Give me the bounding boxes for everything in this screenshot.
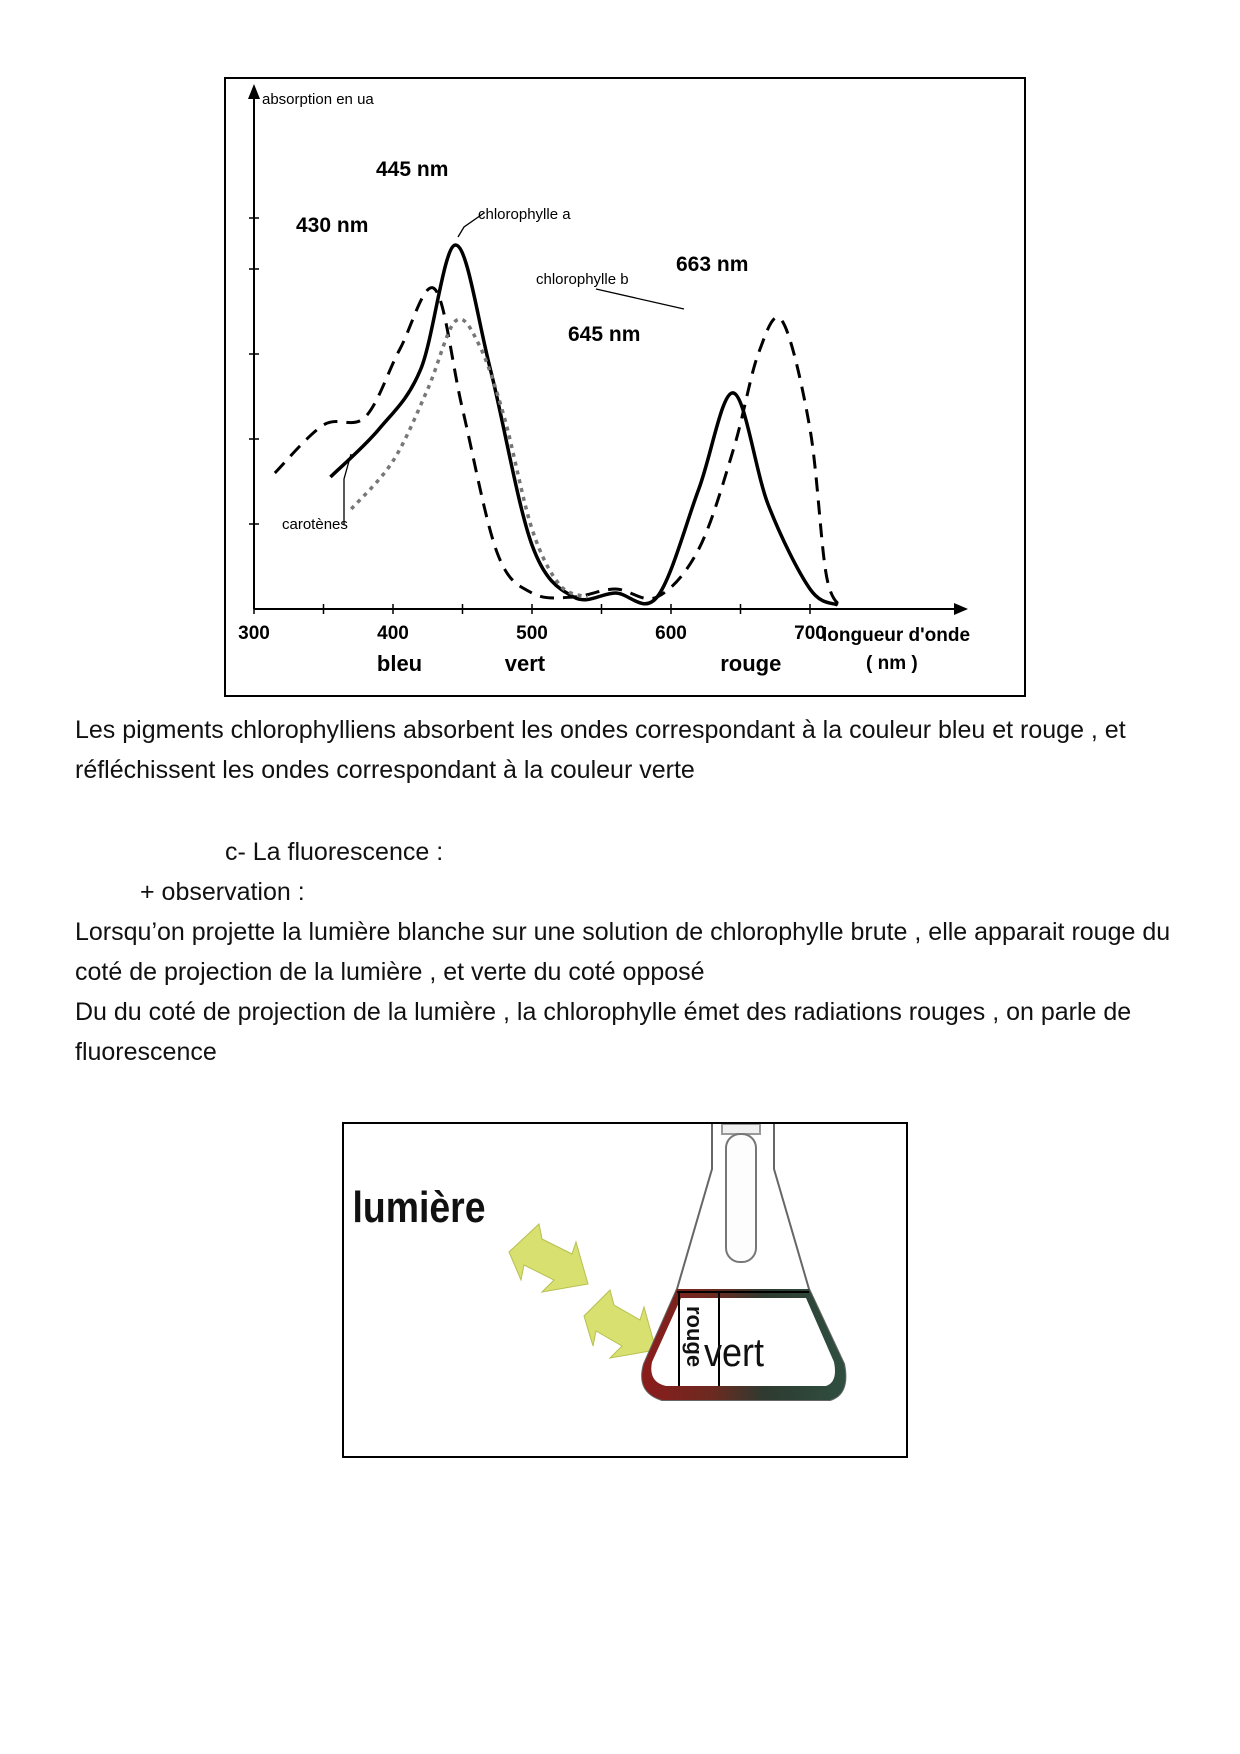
color-region-label: vert [504, 651, 546, 676]
heading-fluorescence: c- La fluorescence : [225, 838, 444, 866]
color-region-label: bleu [376, 651, 423, 676]
green-side-label: vert [704, 1331, 765, 1376]
x-axis-unit: ( nm ) [866, 653, 918, 674]
series-leader-line [596, 289, 684, 309]
series-label: chlorophylle b [536, 271, 629, 288]
paragraph-absorption: Les pigments chlorophylliens absorbent les ondes correspondant à la couleur bleu et rouge , et réfléchissent les ondes correspondant à la couleur verte [75, 716, 1126, 784]
fluorescence-figure [342, 1122, 908, 1458]
absorption-spectrum-figure [224, 77, 1026, 697]
x-tick-label: 600 [655, 623, 687, 644]
series-label: chlorophylle a [478, 206, 571, 223]
light-arrow-icon [509, 1224, 588, 1292]
peak-annotation: 430 nm [296, 214, 369, 237]
series-line-carotènes [351, 319, 587, 597]
x-tick-label: 400 [377, 623, 409, 644]
light-label: lumière [352, 1182, 486, 1232]
flask-illustration [344, 1124, 906, 1456]
x-tick-label: 700 [794, 623, 826, 644]
color-region-label: rouge [720, 651, 782, 676]
x-tick-label: 500 [516, 623, 548, 644]
paragraph-observation: Lorsqu’on projette la lumière blanche sur une solution de chlorophylle brute , elle apparait rouge du coté de projection de la lumière , et verte du coté opposé [75, 918, 1171, 986]
peak-annotation: 445 nm [376, 158, 449, 181]
y-axis-arrow-icon [248, 84, 260, 99]
paragraph-fluorescence: Du du coté de projection de la lumière , la chlorophylle émet des radiations rouges , on parle de fluorescence [75, 998, 1132, 1066]
x-axis-arrow-icon [954, 603, 968, 615]
series-label: carotènes [282, 516, 348, 533]
heading-observation: + observation : [140, 878, 305, 906]
peak-annotation: 663 nm [676, 253, 749, 276]
light-arrow-icon [584, 1290, 656, 1358]
test-tube-icon [722, 1124, 760, 1262]
red-side-label: rouge [682, 1306, 707, 1368]
y-axis-label: absorption en ua [262, 91, 374, 108]
x-axis-label: longueur d'onde [822, 625, 971, 646]
peak-annotation: 645 nm [568, 323, 641, 346]
absorption-chart [226, 79, 1024, 695]
series-line-chlorophylle-a [330, 245, 837, 605]
x-tick-label: 300 [238, 623, 270, 644]
